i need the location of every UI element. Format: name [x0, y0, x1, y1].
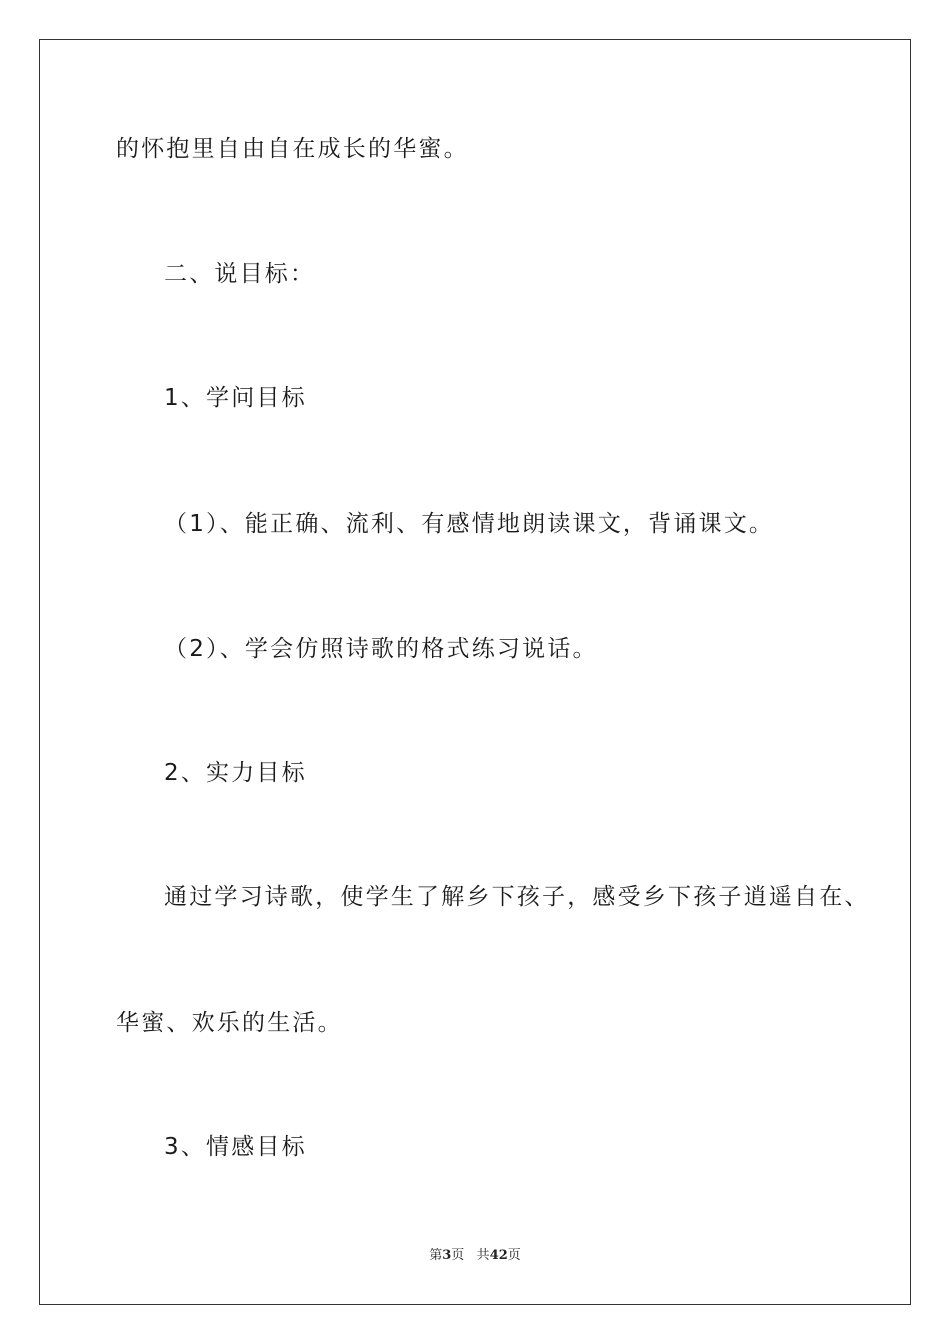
- page-footer: [0, 1247, 950, 1265]
- subsection-heading: 1、学问目标: [164, 385, 307, 411]
- paragraph-line: 通过学习诗歌，使学生了解乡下孩子，感受乡下孩子逍遥自在、: [164, 884, 870, 910]
- subsection-heading: 3、情感目标: [164, 1134, 307, 1160]
- list-item: （2）、学会仿照诗歌的格式练习说话。: [164, 636, 598, 662]
- section-heading: 二、说目标：: [164, 261, 316, 287]
- paragraph-line: 华蜜、欢乐的生活。: [116, 1010, 343, 1036]
- footer-total-prefix: 共: [476, 1248, 490, 1263]
- footer-total-pages: 42: [489, 1248, 508, 1263]
- footer-page-suffix: 页: [451, 1248, 465, 1263]
- footer-total-suffix: 页: [507, 1248, 521, 1263]
- list-item: （1）、能正确、流利、有感情地朗读课文，背诵课文。: [164, 511, 775, 537]
- page-border: [39, 39, 911, 1305]
- footer-page-number: 3: [442, 1248, 452, 1263]
- footer-page-prefix: 第: [429, 1248, 443, 1263]
- subsection-heading: 2、实力目标: [164, 760, 307, 786]
- paragraph-line: 的怀抱里自由自在成长的华蜜。: [116, 136, 469, 162]
